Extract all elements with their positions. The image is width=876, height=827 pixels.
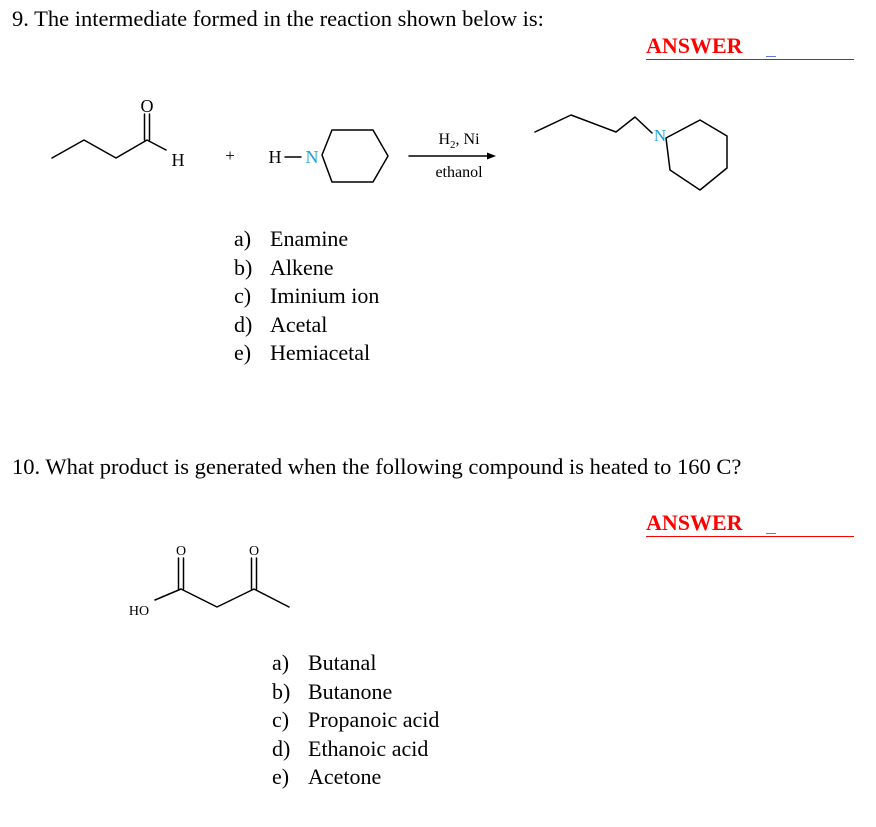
aldehyde-atom-o: O — [140, 96, 154, 116]
question-10-option-a[interactable]: a) Butanal — [272, 650, 377, 675]
question-9-option-a[interactable]: a) Enamine — [234, 226, 349, 251]
question-10-answer-label: ANSWER — [646, 510, 743, 535]
question-9-option-c[interactable]: c) Iminium ion — [234, 283, 380, 309]
question-10-title: 10. What product is generated when the following compound is heated to 160 C? — [12, 454, 742, 479]
aldehyde-atom-h: H — [171, 150, 185, 170]
reaction-condition-reagent: $H_2$, Ni — [438, 131, 480, 151]
aldehyde-chain-bonds — [52, 140, 166, 158]
compound-atom-o1: O — [175, 544, 187, 559]
amine-atom-n: N — [305, 147, 319, 167]
amine-atom-h: H — [268, 147, 282, 167]
reaction-arrowhead — [487, 153, 496, 160]
question-10-option-d[interactable]: d) Ethanoic acid — [272, 735, 429, 761]
question-9-answer-label: ANSWER — [646, 33, 743, 58]
question-9-option-e[interactable]: e) Hemiacetal — [234, 340, 371, 366]
question-9-reaction-scheme — [0, 0, 876, 230]
question-9-options — [234, 225, 379, 368]
question-9-option-d[interactable]: d) Acetal — [234, 311, 328, 337]
compound-atom-ho: HO — [128, 604, 150, 619]
question-10-option-e[interactable]: e) Acetone — [272, 764, 382, 790]
question-9-title: 9. The intermediate formed in the reaction shown below is: — [12, 6, 544, 31]
product-chain-bonds — [535, 115, 652, 133]
product-piperidine-ring-bonds — [666, 120, 727, 190]
product-atom-n: N — [653, 126, 667, 145]
compound-chain-bonds — [155, 589, 289, 607]
question-9-option-b[interactable]: b) Alkene — [234, 254, 334, 280]
reaction-plus-sign: + — [225, 146, 235, 165]
question-10-options — [272, 649, 439, 792]
reaction-condition-solvent: ethanol — [435, 164, 483, 181]
piperidine-ring-bonds — [322, 130, 388, 182]
question-10-option-b[interactable]: b) Butanone — [272, 678, 393, 704]
question-10-option-c[interactable]: c) Propanoic acid — [272, 707, 440, 733]
compound-atom-o2: O — [248, 544, 260, 559]
question-10-compound-structure — [0, 530, 876, 640]
